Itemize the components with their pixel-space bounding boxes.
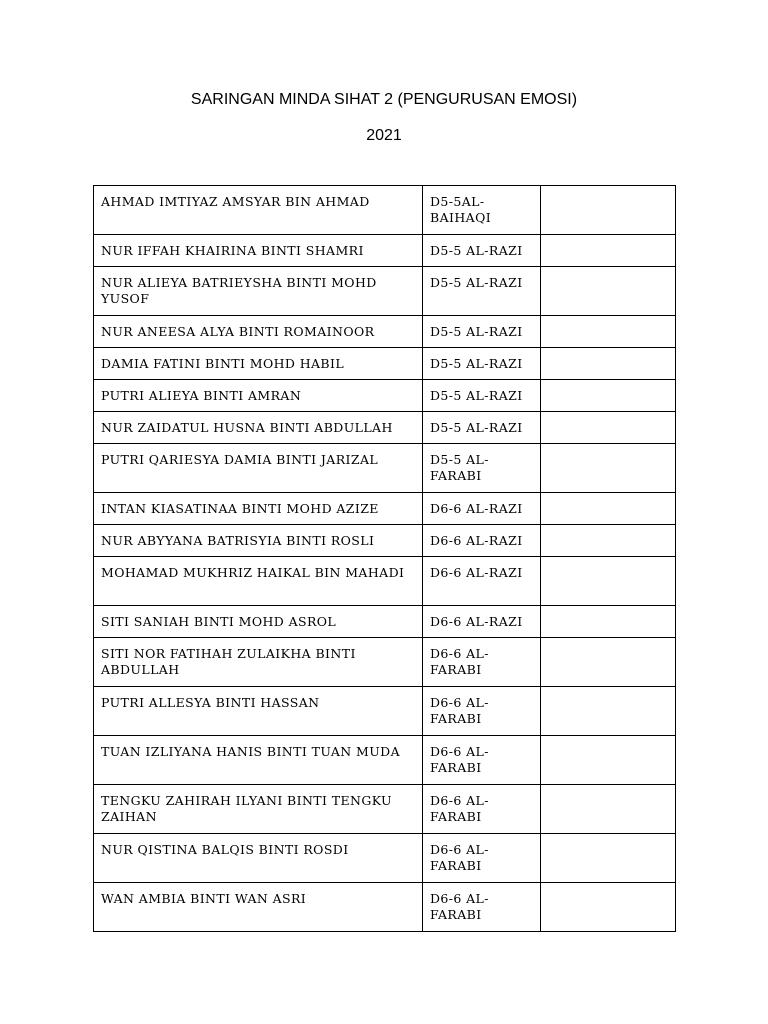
blank-cell: [541, 638, 676, 687]
table-row: [94, 557, 676, 606]
class-cell: D6-6 AL-FARABI: [423, 883, 541, 932]
student-name-cell: SITI NOR FATIHAH ZULAIKHA BINTI ABDULLAH: [94, 638, 423, 687]
student-name-cell: PUTRI QARIESYA DAMIA BINTI JARIZAL: [94, 444, 423, 493]
blank-cell: [541, 687, 676, 736]
blank-cell: [541, 606, 676, 638]
table-row: [94, 834, 676, 883]
student-name-cell: NUR QISTINA BALQIS BINTI ROSDI: [94, 834, 423, 883]
document-year: 2021: [366, 127, 402, 144]
class-cell: D6-6 AL-FARABI: [423, 687, 541, 736]
table-row: [94, 267, 676, 316]
table-row: [94, 883, 676, 932]
class-cell: D5-5 AL-RAZI: [423, 412, 541, 444]
class-cell: D6-6 AL-FARABI: [423, 785, 541, 834]
blank-cell: [541, 348, 676, 380]
table-row: [94, 525, 676, 557]
class-cell: D5-5 AL-FARABI: [423, 444, 541, 493]
blank-cell: [541, 267, 676, 316]
blank-cell: [541, 834, 676, 883]
blank-cell: [541, 883, 676, 932]
student-name-cell: AHMAD IMTIYAZ AMSYAR BIN AHMAD: [94, 186, 423, 235]
table-row: [94, 687, 676, 736]
table-row: [94, 348, 676, 380]
class-cell: D5-5 AL-RAZI: [423, 380, 541, 412]
class-cell: D5-5AL-BAIHAQI: [423, 186, 541, 235]
student-name-cell: SITI SANIAH BINTI MOHD ASROL: [94, 606, 423, 638]
table-row: [94, 235, 676, 267]
student-name-cell: NUR ABYYANA BATRISYIA BINTI ROSLI: [94, 525, 423, 557]
student-name-cell: NUR IFFAH KHAIRINA BINTI SHAMRI: [94, 235, 423, 267]
student-name-cell: INTAN KIASATINAA BINTI MOHD AZIZE: [94, 493, 423, 525]
table-row: [94, 316, 676, 348]
class-cell: D5-5 AL-RAZI: [423, 316, 541, 348]
blank-cell: [541, 380, 676, 412]
blank-cell: [541, 444, 676, 493]
class-cell: D5-5 AL-RAZI: [423, 348, 541, 380]
class-cell: D6-6 AL-RAZI: [423, 493, 541, 525]
class-cell: D6-6 AL-RAZI: [423, 557, 541, 606]
student-name-cell: DAMIA FATINI BINTI MOHD HABIL: [94, 348, 423, 380]
table-row: [94, 493, 676, 525]
blank-cell: [541, 412, 676, 444]
student-name-cell: NUR ZAIDATUL HUSNA BINTI ABDULLAH: [94, 412, 423, 444]
blank-cell: [541, 186, 676, 235]
student-name-cell: PUTRI ALIEYA BINTI AMRAN: [94, 380, 423, 412]
table-row: [94, 638, 676, 687]
blank-cell: [541, 785, 676, 834]
student-name-cell: PUTRI ALLESYA BINTI HASSAN: [94, 687, 423, 736]
student-name-cell: NUR ALIEYA BATRIEYSHA BINTI MOHD YUSOF: [94, 267, 423, 316]
class-cell: D6-6 AL-FARABI: [423, 736, 541, 785]
student-name-cell: NUR ANEESA ALYA BINTI ROMAINOOR: [94, 316, 423, 348]
student-name-cell: MOHAMAD MUKHRIZ HAIKAL BIN MAHADI: [94, 557, 423, 606]
table-row: [94, 785, 676, 834]
blank-cell: [541, 493, 676, 525]
student-name-cell: TUAN IZLIYANA HANIS BINTI TUAN MUDA: [94, 736, 423, 785]
document-title: SARINGAN MINDA SIHAT 2 (PENGURUSAN EMOSI): [190, 91, 578, 108]
blank-cell: [541, 525, 676, 557]
class-cell: D6-6 AL-RAZI: [423, 525, 541, 557]
student-name-cell: WAN AMBIA BINTI WAN ASRI: [94, 883, 423, 932]
class-cell: D6-6 AL-RAZI: [423, 606, 541, 638]
table-row: [94, 444, 676, 493]
table-row: [94, 606, 676, 638]
blank-cell: [541, 235, 676, 267]
class-cell: D6-6 AL-FARABI: [423, 638, 541, 687]
class-cell: D6-6 AL-FARABI: [423, 834, 541, 883]
student-name-cell: TENGKU ZAHIRAH ILYANI BINTI TENGKU ZAIHAN: [94, 785, 423, 834]
table-row: [94, 412, 676, 444]
blank-cell: [541, 736, 676, 785]
blank-cell: [541, 557, 676, 606]
class-cell: D5-5 AL-RAZI: [423, 235, 541, 267]
table-row: [94, 186, 676, 235]
blank-cell: [541, 316, 676, 348]
table-row: [94, 736, 676, 785]
table-row: [94, 380, 676, 412]
student-roster-table: [93, 185, 676, 932]
class-cell: D5-5 AL-RAZI: [423, 267, 541, 316]
